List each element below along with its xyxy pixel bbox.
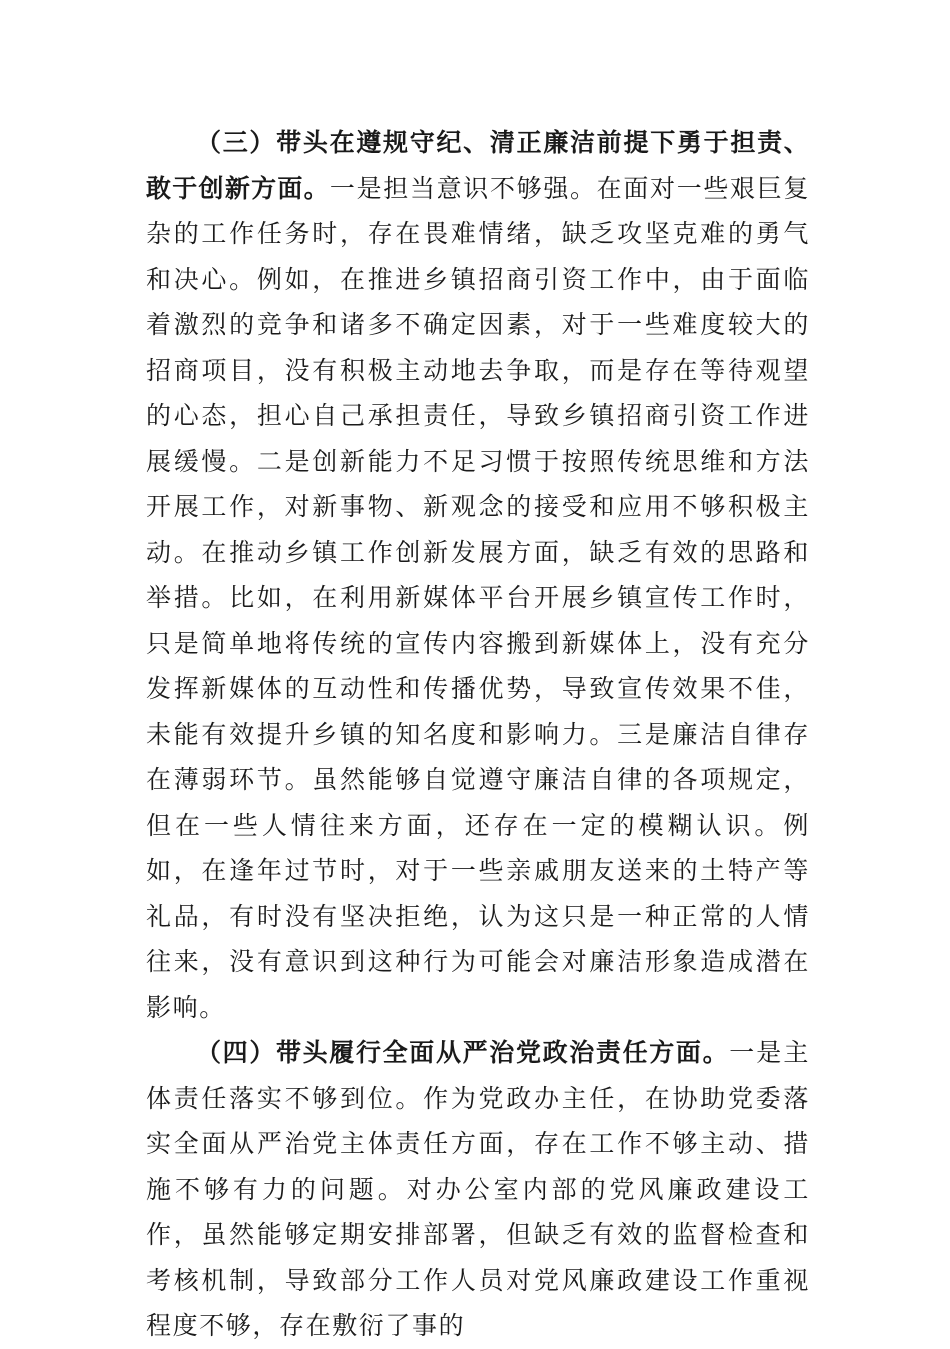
- section-3-body: 一是担当意识不够强。在面对一些艰巨复杂的工作任务时，存在畏难情绪，缺乏攻坚克难的勇气和决心。例如，在推进乡镇招商引资工作中，由于面临着激烈的竞争和诸多不确定因素，对于一些难度较大的招商项目，没有积极主动地去争取，而是存在等待观望的心态，担心自己承担责任，导致乡镇招商引资工作进展缓慢。二是创新能力不足习惯于按照传统思维和方法开展工作，对新事物、新观念的接受和应用不够积极主动。在推动乡镇工作创新发展方面，缺乏有效的思路和举措。比如，在利用新媒体平台开展乡镇宣传工作时，只是简单地将传统的宣传内容搬到新媒体上，没有充分发挥新媒体的互动性和传播优势，导致宣传效果不佳，未能有效提升乡镇的知名度和影响力。三是廉洁自律存在薄弱环节。虽然能够自觉遵守廉洁自律的各项规定，但在一些人情往来方面，还存在一定的模糊认识。例如，在逢年过节时，对于一些亲戚朋友送来的土特产等礼品，有时没有坚决拒绝，认为这只是一种正常的人情往来，没有意识到这种行为可能会对廉洁形象造成潜在影响。: [146, 173, 810, 1022]
- section-3-heading: （三）带头在遵规守纪、清正廉洁前提下勇于担责、敢于创新方面。: [146, 128, 810, 203]
- paragraph-section-4: [146, 1030, 810, 1349]
- section-4-body: 一是主体责任落实不够到位。作为党政办主任，在协助党委落实全面从严治党主体责任方面，存在工作不够主动、措施不够有力的问题。对办公室内部的党风廉政建设工作，虽然能够定期安排部署，但缺乏有效的监督检查和考核机制，导致部分工作人员对党风廉政建设工作重视程度不够，存在敷衍了事的: [146, 1038, 810, 1340]
- section-4-heading: （四）带头履行全面从严治党政治责任方面。: [196, 1038, 730, 1067]
- paragraph-section-3: [146, 120, 810, 1030]
- document-body: [146, 120, 810, 1349]
